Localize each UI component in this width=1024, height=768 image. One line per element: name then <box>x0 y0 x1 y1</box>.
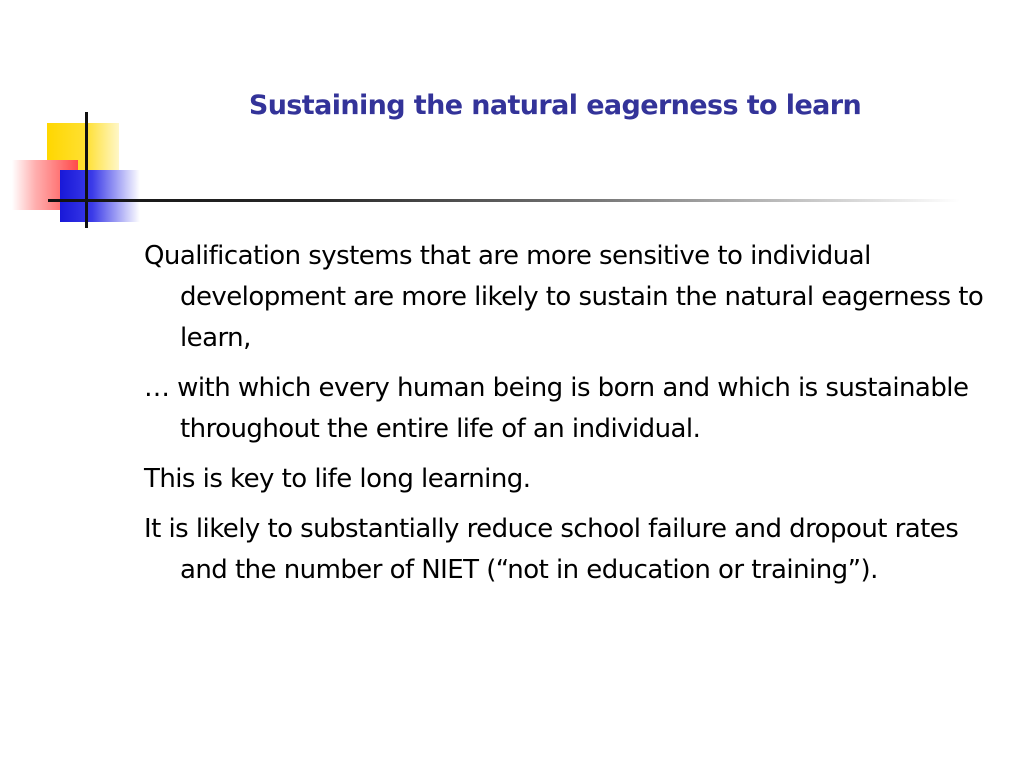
slide-body <box>144 236 1004 600</box>
logo-vertical-rule <box>85 112 88 228</box>
title-underline-rule <box>48 199 960 202</box>
body-paragraph: Qualification systems that are more sensitive to individual development are more likely to sustain the natural eagerness to learn, <box>144 241 984 353</box>
logo-blue-square <box>60 170 140 222</box>
slide-title: Sustaining the natural eagerness to learn <box>248 90 862 121</box>
body-paragraph: … with which every human being is born and which is sustainable throughout the entire life of an individual. <box>144 373 969 444</box>
body-paragraph: It is likely to substantially reduce school failure and dropout rates and the number of NIET (“not in education or training”). <box>144 514 959 585</box>
body-paragraph: This is key to life long learning. <box>144 464 531 494</box>
